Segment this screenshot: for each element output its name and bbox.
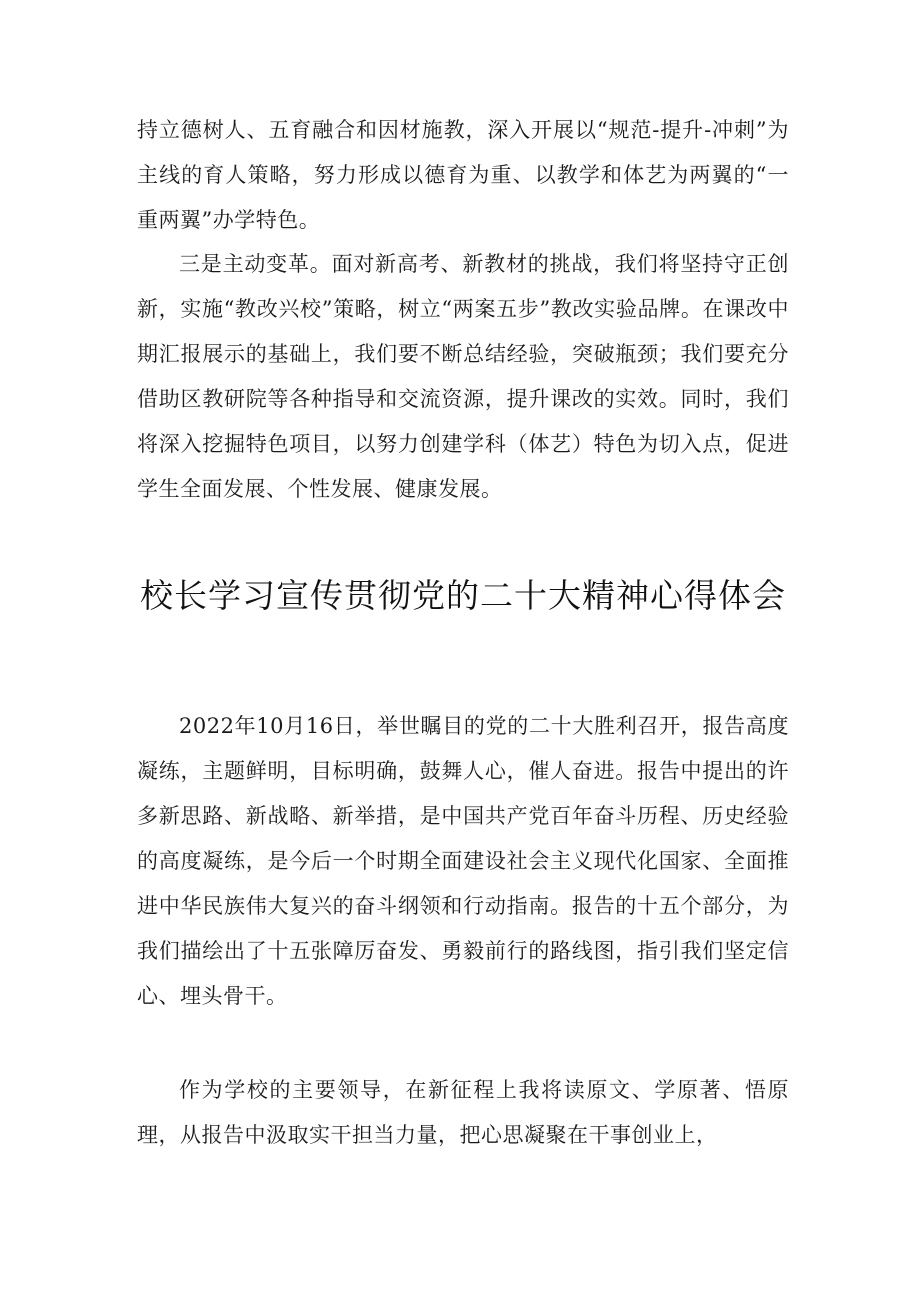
article-heading: 校长学习宣传贯彻党的二十大精神心得体会: [140, 576, 786, 615]
body-paragraph-reform: 三是主动变革。面对新高考、新教材的挑战，我们将坚持守正创新，实施“教改兴校”策略，树立“两案五步”教改实验品牌。在课改中期汇报展示的基础上，我们要不断总结经验，突破瓶颈；我们要充分借助区教研院等各种指导和交流资源，提升课改的实效。同时，我们将深入挖掘特色项目，以努力创建学科（体艺）特色为切入点，促进学生全面发展、个性发展、健康发展。: [137, 252, 789, 501]
body-paragraph-leadership: 作为学校的主要领导，在新征程上我将读原文、学原著、悟原理，从报告中汲取实干担当力量，把心思凝聚在干事创业上，: [137, 1078, 789, 1147]
body-paragraph-continued: 持立德树人、五育融合和因材施教，深入开展以“规范-提升-冲刺”为主线的育人策略，努力形成以德育为重、以教学和体艺为两翼的“一重两翼”办学特色。: [137, 118, 789, 232]
body-paragraph-congress: 2022年10月16日，举世瞩目的党的二十大胜利召开，报告高度凝练，主题鲜明，目标明确，鼓舞人心，催人奋进。报告中提出的许多新思路、新战略、新举措，是中国共产党百年奋斗历程、历史经验的高度凝练，是今后一个时期全面建设社会主义现代化国家、全面推进中华民族伟大复兴的奋斗纲领和行动指南。报告的十五个部分，为我们描绘出了十五张障厉奋发、勇毅前行的路线图，指引我们坚定信心、埋头骨干。: [137, 714, 789, 1008]
